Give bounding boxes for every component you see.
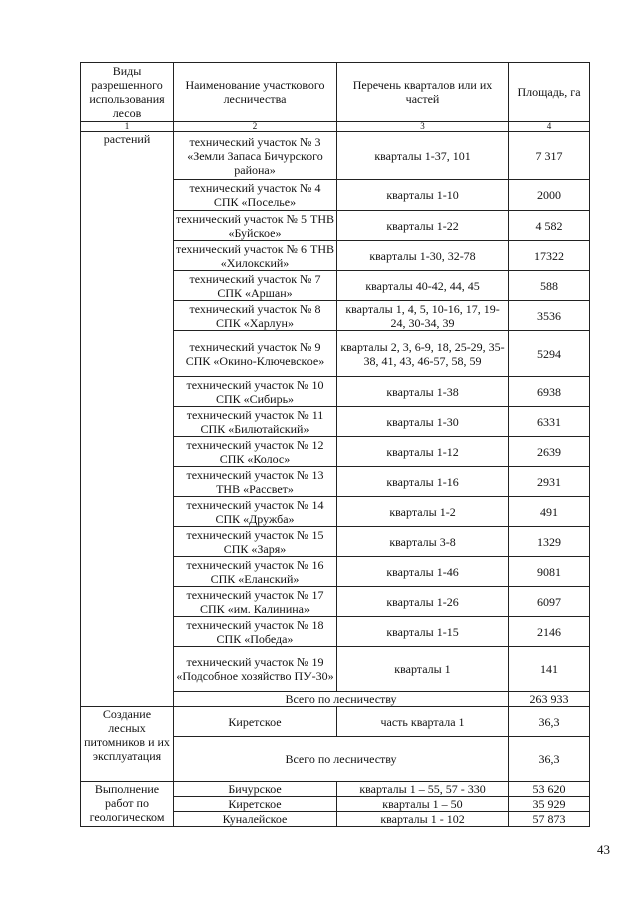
forestry-name-cell: технический участок № 8 СПК «Харлун» xyxy=(174,301,337,331)
forestry-name-cell: технический участок № 18 СПК «Победа» xyxy=(174,617,337,647)
total-label: Всего по лесничеству xyxy=(174,737,509,782)
blocks-cell: кварталы 1-37, 101 xyxy=(337,132,509,180)
blocks-cell: кварталы 1-15 xyxy=(337,617,509,647)
area-cell: 1329 xyxy=(509,527,590,557)
area-cell: 3536 xyxy=(509,301,590,331)
table-row xyxy=(81,782,590,797)
forestry-name-cell: Киретское xyxy=(174,797,337,812)
header-row xyxy=(81,63,590,122)
category-cell: Создание лесных питомников и их эксплуатация xyxy=(81,707,174,782)
forestry-name-cell: технический участок № 10 СПК «Сибирь» xyxy=(174,377,337,407)
column-number-row xyxy=(81,122,590,132)
header-area: Площадь, га xyxy=(509,63,590,122)
blocks-cell: кварталы 40-42, 44, 45 xyxy=(337,271,509,301)
blocks-cell: кварталы 1 - 102 xyxy=(337,812,509,827)
header-use-type: Виды разрешенного использования лесов xyxy=(81,63,174,122)
forestry-name-cell: Куналейское xyxy=(174,812,337,827)
forestry-name-cell: технический участок № 7 СПК «Аршан» xyxy=(174,271,337,301)
area-cell: 141 xyxy=(509,647,590,692)
forestry-name-cell: технический участок № 6 ТНВ «Хилокский» xyxy=(174,241,337,271)
blocks-cell: кварталы 1-10 xyxy=(337,180,509,211)
forestry-name-cell: технический участок № 5 ТНВ «Буйское» xyxy=(174,211,337,241)
blocks-cell: кварталы 1-2 xyxy=(337,497,509,527)
forestry-name-cell: технический участок № 19 «Подсобное хозяйство ПУ-30» xyxy=(174,647,337,692)
area-cell: 491 xyxy=(509,497,590,527)
column-number: 1 xyxy=(81,122,174,132)
area-cell: 6331 xyxy=(509,407,590,437)
blocks-cell: кварталы 1-30, 32-78 xyxy=(337,241,509,271)
area-cell: 588 xyxy=(509,271,590,301)
category-cell: Выполнение работ по геологическом xyxy=(81,782,174,827)
header-blocks-list: Перечень кварталов или их частей xyxy=(337,63,509,122)
forestry-name-cell: Киретское xyxy=(174,707,337,737)
table-row xyxy=(81,132,590,180)
area-cell: 2931 xyxy=(509,467,590,497)
blocks-cell: кварталы 1-22 xyxy=(337,211,509,241)
area-cell: 36,3 xyxy=(509,707,590,737)
total-label: Всего по лесничеству xyxy=(174,692,509,707)
total-value: 263 933 xyxy=(509,692,590,707)
forestry-name-cell: технический участок № 11 СПК «Билютайский» xyxy=(174,407,337,437)
area-cell: 2639 xyxy=(509,437,590,467)
blocks-cell: кварталы 1-16 xyxy=(337,467,509,497)
area-cell: 4 582 xyxy=(509,211,590,241)
blocks-cell: кварталы 2, 3, 6-9, 18, 25-29, 35-38, 41, 43, 46-57, 58, 59 xyxy=(337,331,509,377)
blocks-cell: кварталы 1, 4, 5, 10-16, 17, 19-24, 30-34, 39 xyxy=(337,301,509,331)
forestry-name-cell: технический участок № 3 «Земли Запаса Бичурского района» xyxy=(174,132,337,180)
forestry-name-cell: технический участок № 17 СПК «им. Калинина» xyxy=(174,587,337,617)
area-cell: 35 929 xyxy=(509,797,590,812)
page-number: 43 xyxy=(597,842,610,857)
category-cell: растений xyxy=(81,132,174,707)
area-cell: 2146 xyxy=(509,617,590,647)
blocks-cell: кварталы 3-8 xyxy=(337,527,509,557)
total-value: 36,3 xyxy=(509,737,590,782)
forestry-name-cell: технический участок № 14 СПК «Дружба» xyxy=(174,497,337,527)
table-row xyxy=(81,707,590,737)
forestry-name-cell: технический участок № 15 СПК «Заря» xyxy=(174,527,337,557)
area-cell: 57 873 xyxy=(509,812,590,827)
blocks-cell: кварталы 1-30 xyxy=(337,407,509,437)
blocks-cell: кварталы 1 – 55, 57 - 330 xyxy=(337,782,509,797)
blocks-cell: кварталы 1-12 xyxy=(337,437,509,467)
area-cell: 2000 xyxy=(509,180,590,211)
forestry-name-cell: технический участок № 9 СПК «Окино-Ключевское» xyxy=(174,331,337,377)
blocks-cell: часть квартала 1 xyxy=(337,707,509,737)
area-cell: 6097 xyxy=(509,587,590,617)
forestry-name-cell: технический участок № 4 СПК «Поселье» xyxy=(174,180,337,211)
blocks-cell: кварталы 1 xyxy=(337,647,509,692)
forestry-name-cell: технический участок № 12 СПК «Колос» xyxy=(174,437,337,467)
area-cell: 9081 xyxy=(509,557,590,587)
area-cell: 6938 xyxy=(509,377,590,407)
blocks-cell: кварталы 1-46 xyxy=(337,557,509,587)
blocks-cell: кварталы 1-26 xyxy=(337,587,509,617)
forestry-name-cell: технический участок № 16 СПК «Еланский» xyxy=(174,557,337,587)
header-forestry-name: Наименование участкового лесничества xyxy=(174,63,337,122)
area-cell: 17322 xyxy=(509,241,590,271)
forestry-name-cell: Бичурское xyxy=(174,782,337,797)
area-cell: 53 620 xyxy=(509,782,590,797)
column-number: 2 xyxy=(174,122,337,132)
forest-use-table xyxy=(80,62,590,827)
column-number: 4 xyxy=(509,122,590,132)
blocks-cell: кварталы 1-38 xyxy=(337,377,509,407)
blocks-cell: кварталы 1 – 50 xyxy=(337,797,509,812)
area-cell: 5294 xyxy=(509,331,590,377)
column-number: 3 xyxy=(337,122,509,132)
area-cell: 7 317 xyxy=(509,132,590,180)
forestry-name-cell: технический участок № 13 ТНВ «Рассвет» xyxy=(174,467,337,497)
